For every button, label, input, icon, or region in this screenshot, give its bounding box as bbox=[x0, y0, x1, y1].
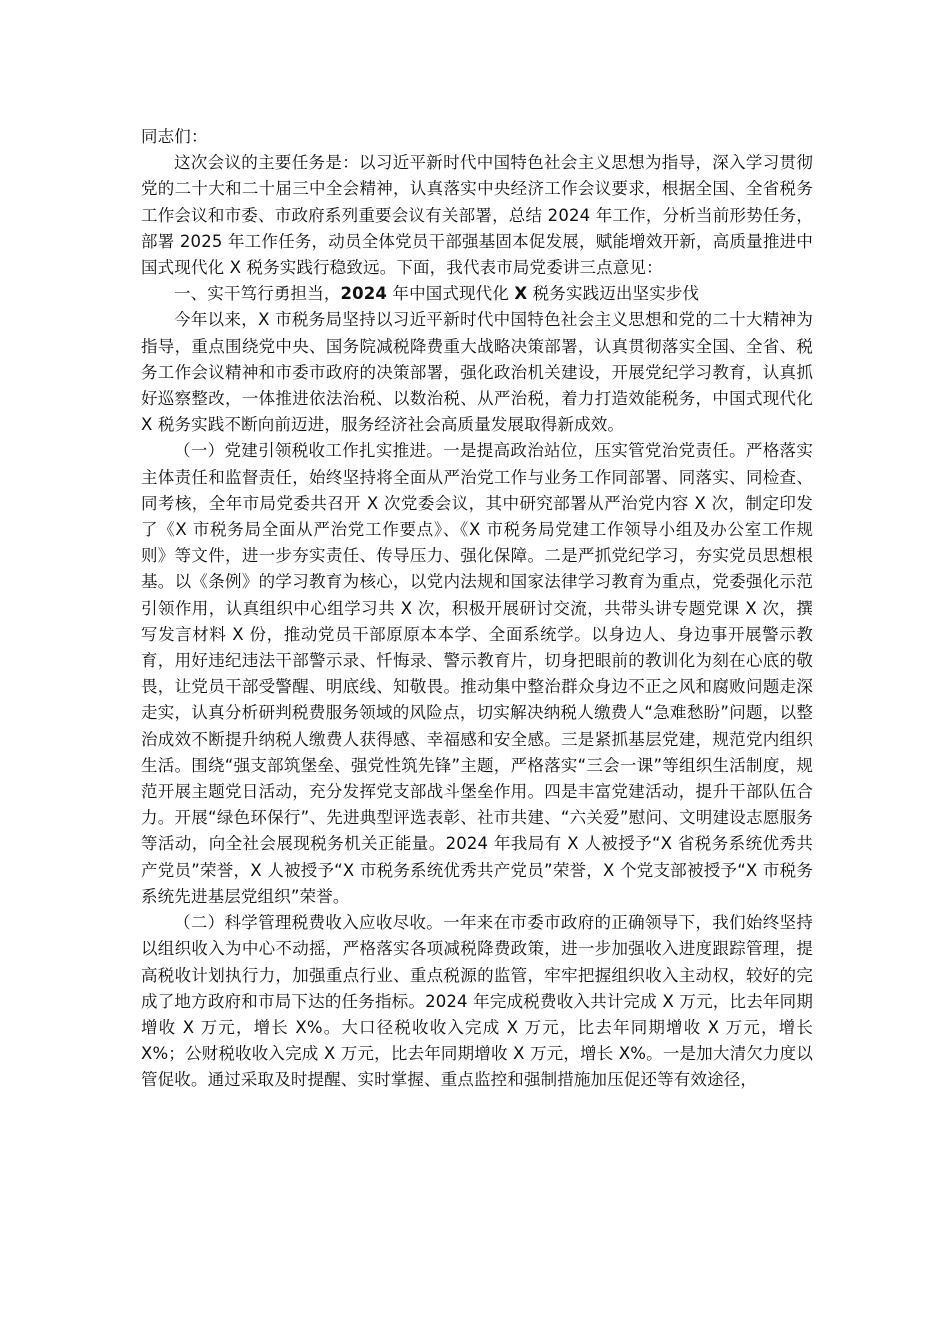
section-1-heading bbox=[141, 281, 813, 307]
section-1-heading-prefix: 一、实干笃行勇担当， bbox=[174, 284, 341, 304]
section-1-heading-suffix: 税务实践迈出坚实步伐 bbox=[527, 284, 700, 304]
section-1-heading-mid: 年中国式现代化 bbox=[387, 284, 515, 304]
subsection-1-paragraph: （一）党建引领税收工作扎实推进。一是提高政治站位，压实管党治党责任。严格落实主体责任和监督责任，始终坚持将全面从严治党工作与业务工作同部署、同落实、同检查、同考核，全年市局党委共召开 X 次党委会议，其中研究部署从严治党内容 X 次，制定印发了《X 市税务局全面从严治党工作要点》、《X 市税务局党建工作领导小组及办公室工作规则》等文件，进一步夯实责任、传导压力、强化保障。二是严抓党纪学习，夯实党员思想根基。以《条例》的学习教育为核心，以党内法规和国家法律学习教育为重点，党委强化示范引领作用，认真组织中心组学习共 X 次，积极开展研讨交流，共带头讲专题党课 X 次，撰写发言材料 X 份，推动党员干部原原本本学、全面系统学。以身边人、身边事开展警示教育，用好违纪违法干部警示录、忏悔录、警示教育片，切身把眼前的教训化为刻在心底的敬畏，让党员干部受警醒、明底线、知敬畏。推动集中整治群众身边不正之风和腐败问题走深走实，认真分析研判税费服务领域的风险点，切实解决纳税人缴费人“急难愁盼”问题，以整治成效不断提升纳税人缴费人获得感、幸福感和安全感。三是紧抓基层党建，规范党内组织生活。围绕“强支部筑堡垒、强党性筑先锋”主题，严格落实“三会一课”等组织生活制度，规范开展主题党日活动，充分发挥党支部战斗堡垒作用。四是丰富党建活动，提升干部队伍合力。开展“绿色环保行”、先进典型评选表彰、社市共建、“六关爱”慰问、文明建设志愿服务等活动，向全社会展现税务机关正能量。2024 年我局有 X 人被授予“X 省税务系统优秀共产党员”荣誉，X 人被授予“X 市税务系统优秀共产党员”荣誉，X 个党支部被授予“X 市税务系统先进基层党组织”荣誉。 bbox=[141, 441, 813, 906]
section-1-heading-year: 2024 bbox=[340, 284, 388, 304]
section-1-heading-x: X bbox=[514, 284, 528, 304]
section-1-paragraph: 今年以来，X 市税务局坚持以习近平新时代中国特色社会主义思想和党的二十大精神为指导，重点围绕党中央、国务院减税降费重大战略决策部署，认真贯彻落实全国、全省、税务工作会议精神和市委市政府的决策部署，强化政治机关建设，开展党纪学习教育，认真抓好巡察整改，一体推进依法治税、以数治税、从严治税，着力打造效能税务，中国式现代化 X 税务实践不断向前迈进，服务经济社会高质量发展取得新成效。 bbox=[141, 310, 813, 435]
subsection-2-paragraph: （二）科学管理税费收入应收尽收。一年来在市委市政府的正确领导下，我们始终坚持以组织收入为中心不动摇，严格落实各项减税降费政策，进一步加强收入进度跟踪管理，提高税收计划执行力，加强重点行业、重点税源的监管，牢牢把握组织收入主动权，较好的完成了地方政府和市局下达的任务指标。2024 年完成税费收入共计完成 X 万元，比去年同期增收 X 万元，增长 X%。大口径税收收入完成 X 万元，比去年同期增收 X 万元，增长 X%；公财税收收入完成 X 万元，比去年同期增收 X 万元，增长 X%。一是加大清欠力度以管促收。通过采取及时提醒、实时掌握、重点监控和强制措施加压促还等有效途径， bbox=[141, 913, 813, 1090]
salutation: 同志们： bbox=[141, 127, 208, 146]
document-page bbox=[141, 124, 813, 1094]
intro-paragraph: 这次会议的主要任务是：以习近平新时代中国特色社会主义思想为指导，深入学习贯彻党的二十大和二十届三中全会精神，认真落实中央经济工作会议要求，根据全国、全省税务工作会议和市委、市政府系列重要会议有关部署，总结 2024 年工作，分析当前形势任务，部署 2025 年工作任务，动员全体党员干部强基固本促发展，赋能增效开新，高质量推进中国式现代化 X 税务实践行稳致远。下面，我代表市局党委讲三点意见： bbox=[141, 153, 813, 278]
